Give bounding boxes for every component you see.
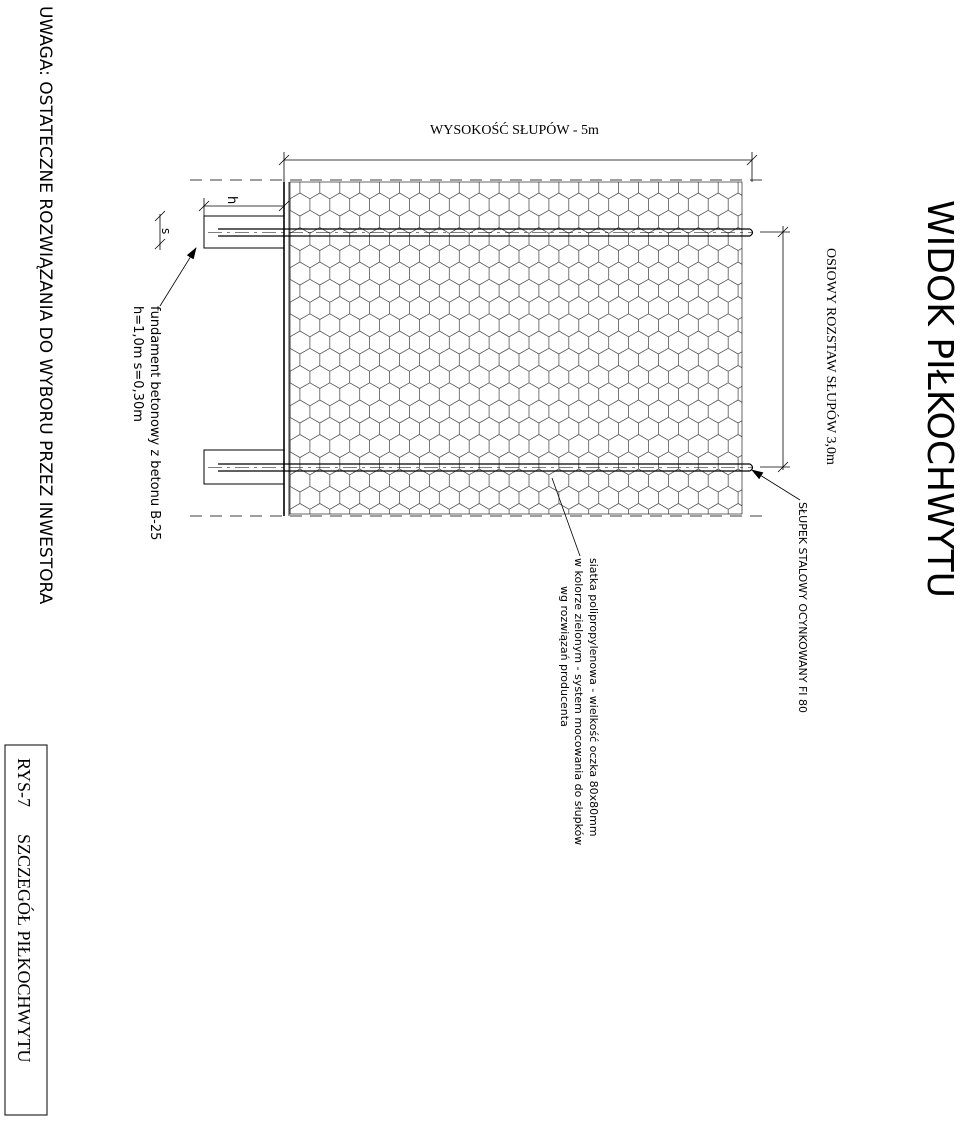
post-spacing-label: OSIOWY ROZSTAW SŁUPÓW 3,0m [823, 248, 838, 465]
post-height-label: WYSOKOŚĆ SŁUPÓW - 5m [430, 123, 599, 138]
dimension-s-label: s [159, 228, 173, 235]
net-label-line-1: siatka polipropylenowa - wielkość oczka 80x80mm [587, 558, 600, 837]
sheet-title: SZCZEGÓŁ PIŁKOCHWYTU [14, 834, 34, 1063]
net-label-line-3: wg rozwiązań producenta [558, 586, 571, 727]
post-label: SŁUPEK STALOWY OCYNKOWANY FI 80 [796, 502, 809, 714]
sheet-number: RYS-7 [14, 758, 34, 808]
investor-note: UWAGA: OSTATECZNE ROZWIĄZANIA DO WYBORU PRZEZ INWESTORA [35, 6, 55, 605]
foundation-label-line-2: h=1,0m s=0,30m [130, 306, 145, 422]
foundation-1 [204, 216, 284, 248]
net-mesh [270, 159, 788, 544]
leader-foundation [160, 248, 196, 306]
foundation-2 [204, 450, 284, 484]
hex-mesh-path [270, 159, 788, 544]
leader-net [552, 478, 580, 556]
net-label-line-2: w kolorze zielonym - system mocowania do słupków [572, 558, 585, 846]
foundation-label-line-1: fundament betonowy z betonu B-25 [147, 306, 162, 541]
dimension-h-label: h [224, 196, 239, 205]
dimension-foundation-h [199, 198, 289, 216]
leader-post [752, 470, 800, 500]
post-1 [208, 229, 753, 236]
dimension-post-spacing [760, 226, 790, 472]
dimension-post-height [279, 152, 757, 182]
ground-line [284, 182, 289, 516]
drawing-title: WIDOK PIŁKOCHWYTU [919, 200, 960, 598]
